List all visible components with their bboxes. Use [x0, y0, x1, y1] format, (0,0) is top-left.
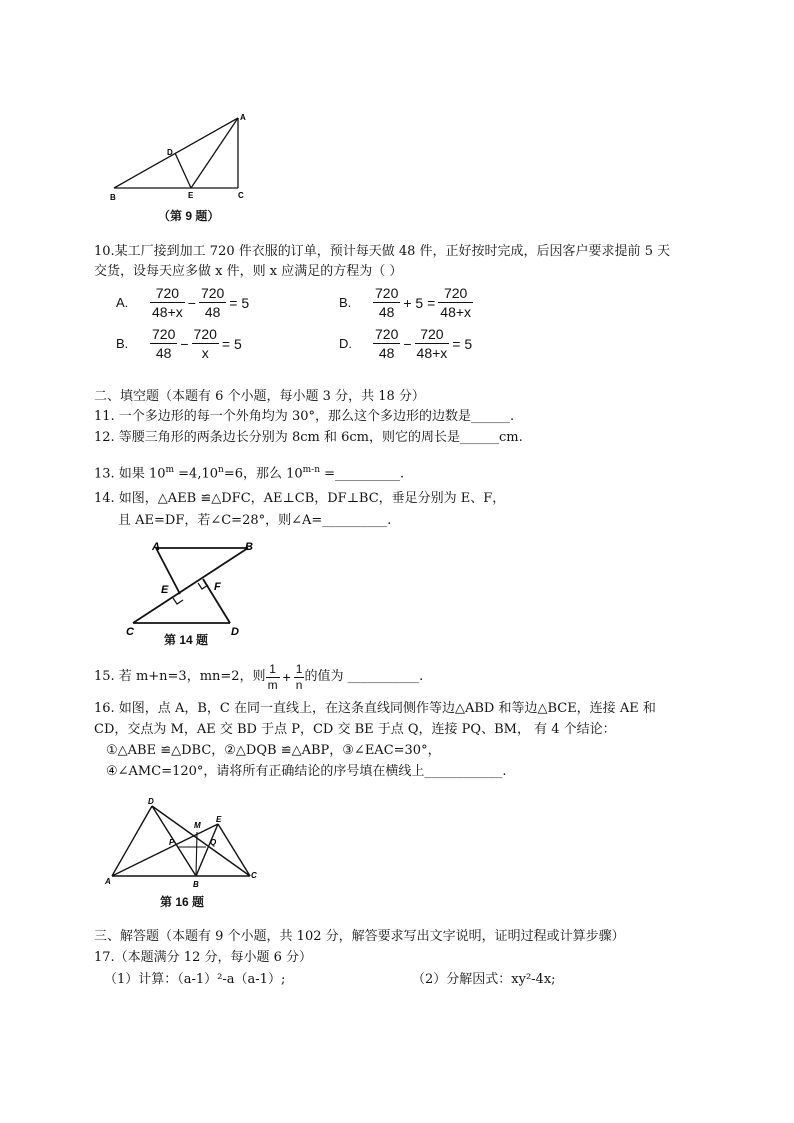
q17-title: 17.（本题满分 12 分，每小题 6 分） [94, 950, 313, 965]
fraction: $\frac{720}{48}$ [200, 285, 225, 320]
q10-text-line2: 交货，设每天应多做 x 件，则 x 应满足的方程为（ ） [94, 264, 403, 279]
q14-text-line1: 14. 如图，△AEB ≌△DFC，AE⊥CB，DF⊥BC，垂足分别为 E、F， [94, 491, 506, 506]
fraction: $\frac{720}{48}$ [375, 326, 399, 361]
fig16-label-c: C [251, 871, 257, 880]
fig9-caption: （第 9 题） [158, 209, 220, 223]
fig16-label-a: A [105, 877, 111, 886]
q17-part1: （1）计算：（a-1）²-a（a-1）; [104, 972, 286, 987]
fig16-label-b: B [193, 880, 199, 889]
fig14-caption: 第 14 题 [164, 633, 209, 647]
q10-option-b[interactable]: B. $\frac{720}{48}$ + 5 = $\frac{720}{48+x}$ [339, 285, 472, 320]
fig16-label-m: M [194, 821, 201, 830]
fig16-label-q: Q [210, 838, 217, 847]
q12-text: 12. 等腰三角形的两条边长分别为 8cm 和 6cm，则它的周长是______cm. [94, 430, 523, 445]
q10-option-a[interactable]: A. $\frac{720}{48+x}$ − $\frac{720}{48}$ = 5 [116, 285, 250, 320]
section3-title: 三、解答题（本题有 9 个小题，共 102 分，解答要求写出文字说明，证明过程或计算步骤） [94, 929, 625, 944]
fig16-label-d: D [148, 797, 154, 806]
fig9-label-b: B [110, 193, 116, 202]
fig14-label-f: F [214, 581, 221, 593]
figure-14 [118, 535, 268, 647]
fig9-label-e: E [188, 191, 194, 200]
fraction: $\frac{1}{n}$ [295, 661, 303, 692]
figure-9 [100, 108, 260, 226]
fraction: $\frac{720}{48}$ [152, 326, 176, 361]
fraction: $\frac{1}{m}$ [267, 661, 278, 692]
q16-text-line2: CD，交点为 M，AE 交 BD 于点 P，CD 交 BE 于点 Q，连接 PQ、BM， 有 4 个结论： [94, 722, 616, 737]
fig14-label-b: B [245, 541, 253, 553]
q14-text-line2: 且 AE=DF，若∠C=28°，则∠A=__________. [118, 513, 392, 528]
q16-text-line1: 16. 如图，点 A，B，C 在同一直线上，在这条直线同侧作等边△ABD 和等边△BCE，连接 AE 和 [94, 701, 656, 716]
fig9-label-c: C [238, 191, 244, 200]
q11-text: 11. 一个多边形的每一个外角均为 30°，那么这个多边形的边数是______. [94, 409, 515, 424]
fig14-label-e: E [161, 584, 169, 596]
fig9-label-a: A [240, 113, 246, 122]
q15-text: 15. 若 m+n=3，mn=2，则 $\frac{1}{m}$ + $\frac{1}{n}$ 的值为 ___________. [94, 661, 424, 692]
fraction: $\frac{720}{48+x}$ [152, 285, 183, 320]
fraction: $\frac{720}{x}$ [193, 326, 217, 361]
figure-16 [100, 792, 265, 912]
fig14-label-a: A [152, 541, 160, 553]
section2-title: 二、填空题（本题有 6 个小题，每小题 3 分，共 18 分） [94, 389, 425, 404]
fraction: $\frac{720}{48+x}$ [440, 285, 472, 320]
q16-text-line3: ①△ABE ≌△DBC，②△DQB ≌△ABP，③∠EAC=30°， [106, 743, 441, 758]
q10-text-line1: 10.某工厂接到加工 720 件衣服的订单，预计每天做 48 件，正好按时完成，后因客户要求提前 5 天 [94, 244, 671, 259]
fig16-label-p: P [169, 838, 175, 847]
fig14-label-d: D [231, 626, 239, 638]
fraction: $\frac{720}{48}$ [375, 285, 399, 320]
q10-option-d[interactable]: D. $\frac{720}{48}$ − $\frac{720}{48+x}$ = 5 [339, 326, 473, 361]
q16-text-line4: ④∠AMC=120°，请将所有正确结论的序号填在横线上____________. [106, 764, 507, 779]
q10-option-c[interactable]: B. $\frac{720}{48}$ − $\frac{720}{x}$ = 5 [116, 326, 242, 361]
q13-text: 13. 如果 $10^m =4,10^n=6$，那么 $10^{m-n}$ =__________. [94, 465, 405, 482]
fig9-label-d: D [167, 148, 173, 157]
fraction: $\frac{720}{48+x}$ [416, 326, 448, 361]
fig16-caption: 第 16 题 [160, 895, 205, 909]
fig16-label-e: E [216, 815, 222, 824]
q17-part2: （2）分解因式：xy²-4x; [412, 972, 556, 987]
fig14-label-c: C [126, 626, 134, 638]
